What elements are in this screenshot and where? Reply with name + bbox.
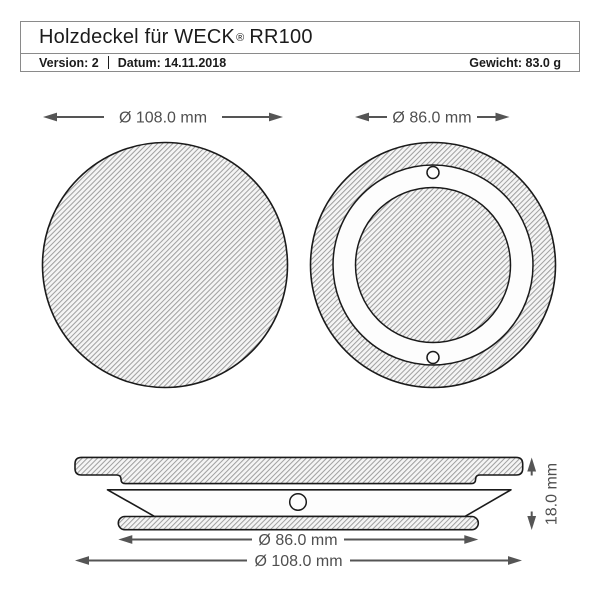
side-outer-diameter-dimension — [75, 553, 522, 570]
arrow-right-icon — [508, 556, 522, 565]
top-view-diameter-label: Ø 108.0 mm — [118, 109, 208, 127]
arrow-right-icon — [464, 535, 478, 544]
title-model: RR100 — [249, 26, 313, 48]
side-view-top-slab — [75, 457, 523, 483]
title-text: Holzdeckel für WECK — [39, 26, 236, 48]
side-inner-diameter-dimension — [118, 532, 478, 549]
arrow-left-icon — [355, 113, 369, 122]
side-view — [75, 457, 523, 529]
top-view-disc — [43, 143, 288, 388]
arrow-up-icon — [527, 458, 536, 472]
bottom-view-inner-plug — [356, 188, 511, 343]
bottom-view — [311, 143, 556, 388]
bottom-view-hole-top — [427, 167, 439, 179]
arrow-left-icon — [43, 113, 57, 122]
side-height-dimension — [527, 458, 560, 531]
weight-label: Gewicht: 83.0 g — [469, 55, 561, 70]
arrow-right-icon — [496, 113, 510, 122]
arrow-down-icon — [527, 516, 536, 530]
side-inner-diameter-label: Ø 86.0 mm — [258, 532, 338, 550]
bottom-view-inner-diameter-dimension — [355, 110, 510, 127]
bottom-view-hole-bottom — [427, 352, 439, 364]
page-title: Holzdeckel für WECK ® RR100 — [21, 22, 579, 54]
version-label: Version: 2 — [39, 55, 99, 70]
top-view-diameter-dimension — [43, 110, 283, 127]
bottom-view-inner-diameter-label: Ø 86.0 mm — [392, 109, 472, 127]
side-view-plug-bar — [118, 517, 478, 530]
side-outer-diameter-label: Ø 108.0 mm — [254, 553, 343, 571]
date-label: Datum: 14.11.2018 — [117, 55, 227, 70]
arrow-left-icon — [75, 556, 89, 565]
arrow-left-icon — [118, 535, 132, 544]
side-view-seal-flange — [108, 490, 512, 517]
arrow-right-icon — [269, 113, 283, 122]
side-view-center-hole — [290, 494, 307, 511]
side-height-label: 18.0 mm — [543, 462, 561, 526]
